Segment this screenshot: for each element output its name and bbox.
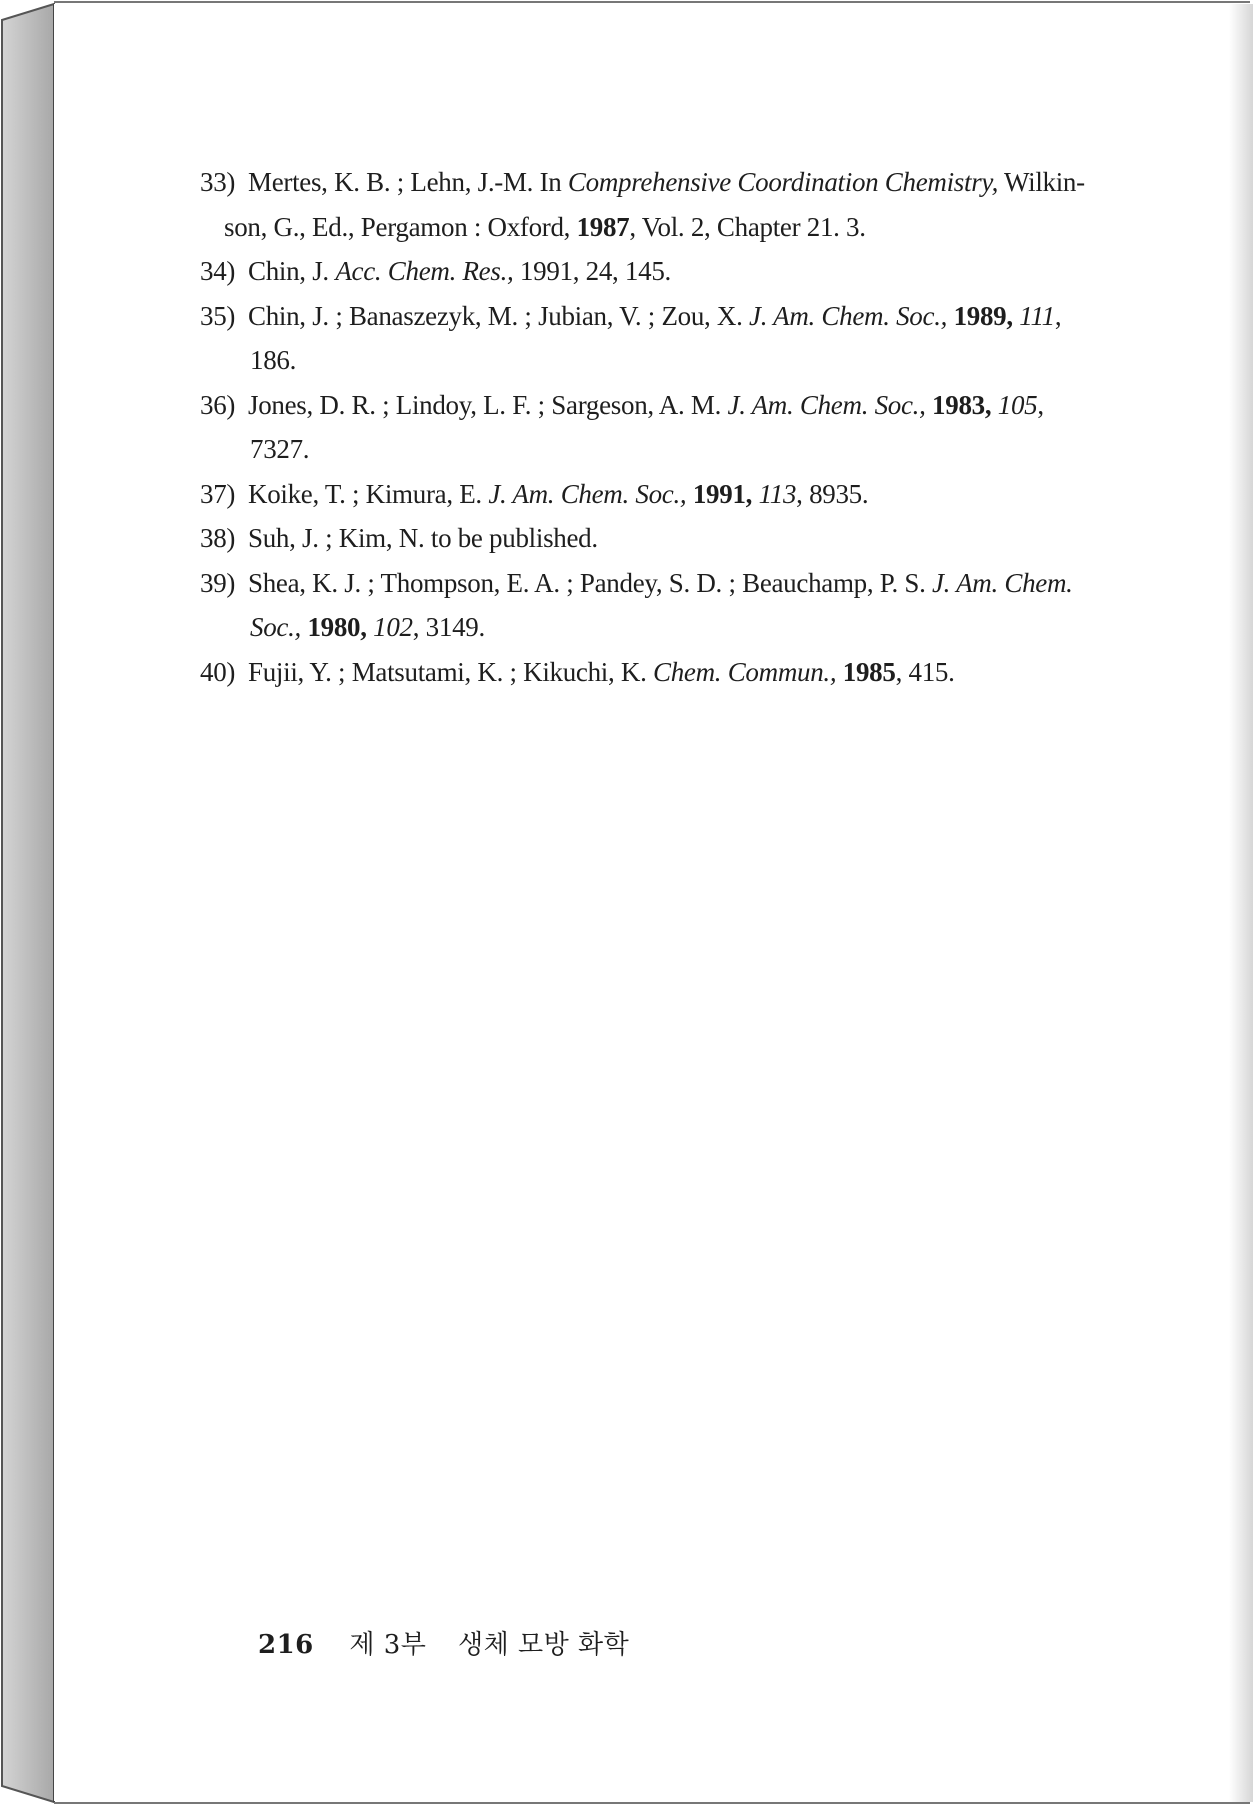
reference-first-line	[248, 256, 671, 286]
reference-item	[200, 383, 1110, 472]
reference-text-segment: 105	[997, 389, 1038, 420]
reference-text-segment: 1983,	[932, 389, 992, 420]
reference-text-segment: J. Am. Chem. Soc.,	[727, 389, 926, 420]
reference-text-segment: Soc.,	[250, 612, 301, 642]
reference-text-segment: J. Am. Chem. Soc.,	[488, 478, 687, 509]
reference-text-segment: Chem. Commun.,	[653, 656, 837, 687]
reference-text-segment: Jones, D. R. ; Lindoy, L. F. ; Sargeson, A. M.	[248, 389, 728, 420]
reference-item	[200, 516, 1110, 561]
reference-continuation-line	[200, 427, 1110, 472]
reference-number: 37)	[200, 478, 236, 509]
reference-number: 34)	[200, 256, 236, 286]
part-label: 제 3부	[349, 1630, 427, 1660]
reference-text-segment: J. Am. Chem. Soc.,	[749, 300, 948, 331]
page-footer	[258, 1624, 629, 1661]
reference-first-line	[248, 301, 1061, 331]
reference-text-segment: Chin, J. ; Banaszezyk, M. ; Jubian, V. ; Zou, X.	[248, 300, 750, 331]
reference-first-line	[248, 523, 598, 553]
reference-item	[200, 294, 1110, 383]
reference-text-segment: 111	[1019, 300, 1055, 331]
reference-text-segment: Comprehensive Coordination Chemistry,	[567, 167, 999, 197]
reference-number: 33)	[200, 167, 236, 197]
reference-text-segment: ,	[1054, 300, 1062, 331]
reference-item	[200, 650, 1110, 695]
reference-number: 40)	[200, 656, 236, 687]
reference-continuation-line	[200, 605, 1110, 650]
reference-text-segment: Acc. Chem. Res.,	[335, 256, 514, 286]
reference-text-segment: , Vol. 2, Chapter 21. 3.	[629, 211, 866, 242]
reference-item	[200, 249, 1110, 294]
reference-text-segment: 7327.	[250, 434, 310, 464]
reference-number: 38)	[200, 523, 236, 553]
reference-text-segment: 186.	[250, 345, 297, 375]
reference-item	[200, 472, 1110, 517]
reference-first-line	[248, 657, 955, 687]
reference-number: 36)	[200, 389, 236, 420]
reference-first-line	[248, 568, 1073, 598]
reference-number: 39)	[200, 567, 236, 598]
reference-text-segment: J. Am. Chem.	[932, 567, 1073, 598]
reference-text-segment: Koike, T. ; Kimura, E.	[248, 478, 489, 509]
reference-continuation-line	[200, 338, 1110, 383]
reference-continuation-line	[224, 205, 1110, 250]
reference-first-line	[248, 479, 868, 509]
part-title: 생체 모방 화학	[457, 1630, 630, 1660]
reference-text-segment: 1991,	[692, 478, 753, 509]
reference-text-segment: 113	[758, 478, 797, 509]
reference-text-segment: 1985	[842, 656, 896, 687]
reference-item	[200, 561, 1110, 650]
reference-text-segment: 102	[373, 612, 413, 642]
reference-text-segment: Wilkin-	[998, 167, 1085, 197]
reference-number: 35)	[200, 300, 236, 331]
reference-text-segment: son, G., Ed., Pergamon : Oxford,	[224, 211, 577, 242]
reference-item	[200, 160, 1110, 249]
reference-text-segment: , 8935.	[796, 478, 869, 509]
reference-text-segment: 1980,	[307, 612, 367, 642]
reference-text-segment: Chin, J.	[248, 256, 336, 286]
reference-text-segment: , 415.	[895, 656, 955, 687]
reference-text-segment: Suh, J. ; Kim, N. to be published.	[248, 523, 598, 553]
reference-text-segment: Fujii, Y. ; Matsutami, K. ; Kikuchi, K.	[248, 656, 654, 687]
reference-text-segment: 1987	[576, 211, 630, 242]
reference-text-segment: Shea, K. J. ; Thompson, E. A. ; Pandey, S. D. ; Beauchamp, P. S.	[248, 567, 932, 598]
reference-text-segment: 1991, 24, 145.	[513, 256, 671, 286]
reference-text-segment: Mertes, K. B. ; Lehn, J.-M. In	[248, 167, 568, 197]
reference-text-segment: , 3149.	[412, 612, 485, 642]
reference-text-segment: ,	[1037, 389, 1044, 420]
page-number: 216	[258, 1630, 314, 1660]
reference-list	[200, 160, 1110, 694]
reference-first-line	[248, 390, 1044, 420]
reference-text-segment: 1989,	[953, 300, 1013, 331]
reference-first-line	[248, 167, 1085, 197]
